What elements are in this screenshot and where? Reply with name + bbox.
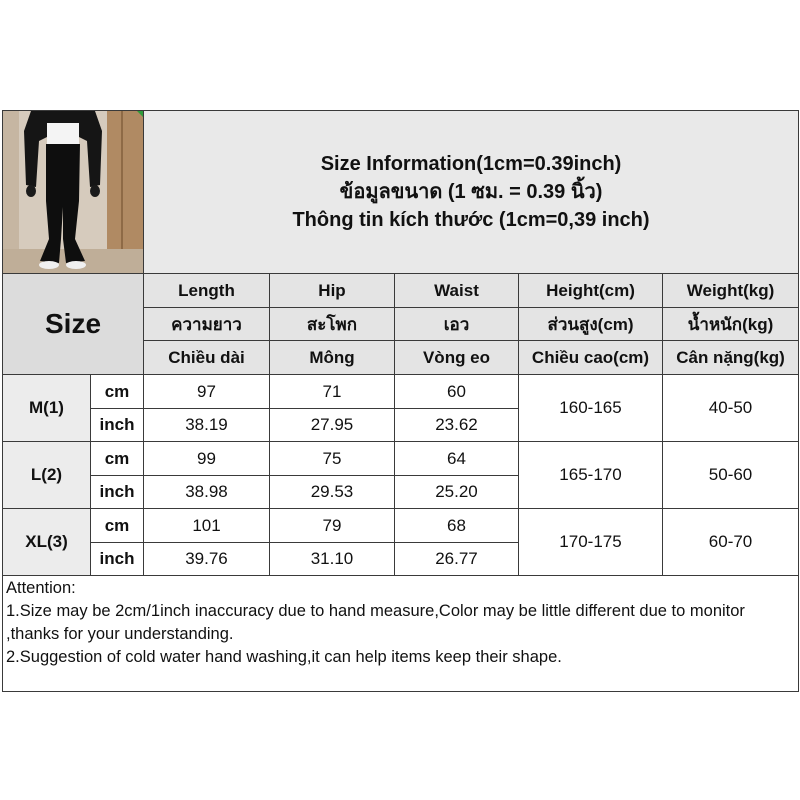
cell-weight: 50-60 <box>663 442 799 509</box>
attention-row <box>3 576 799 692</box>
header-waist-en: Waist <box>395 274 519 308</box>
header-waist-vi: Vòng eo <box>395 341 519 375</box>
header-hip-vi: Mông <box>270 341 395 375</box>
unit-label: cm <box>91 509 144 543</box>
cell-length: 99 <box>144 442 270 476</box>
header-height-vi: Chiều cao(cm) <box>519 341 663 375</box>
header-weight-vi: Cân nặng(kg) <box>663 341 799 375</box>
product-photo-image <box>3 111 144 273</box>
title-block <box>144 111 799 274</box>
header-weight-en: Weight(kg) <box>663 274 799 308</box>
header-height-th: ส่วนสูง(cm) <box>519 308 663 341</box>
cell-length: 38.98 <box>144 476 270 509</box>
cell-length: 97 <box>144 375 270 409</box>
cell-waist: 64 <box>395 442 519 476</box>
attention-heading: Attention: <box>6 579 76 597</box>
cell-hip: 79 <box>270 509 395 543</box>
cell-waist: 60 <box>395 375 519 409</box>
header-hip-th: สะโพก <box>270 308 395 341</box>
cell-hip: 71 <box>270 375 395 409</box>
attention-notes <box>3 576 799 692</box>
cell-height: 165-170 <box>519 442 663 509</box>
header-weight-th: น้ำหนัก(kg) <box>663 308 799 341</box>
header-row-english <box>3 274 799 308</box>
header-height-en: Height(cm) <box>519 274 663 308</box>
size-label: M(1) <box>3 375 91 442</box>
cell-length: 39.76 <box>144 543 270 576</box>
table-row <box>3 375 799 409</box>
cell-hip: 31.10 <box>270 543 395 576</box>
header-length-th: ความยาว <box>144 308 270 341</box>
header-length-vi: Chiều dài <box>144 341 270 375</box>
cell-length: 101 <box>144 509 270 543</box>
header-hip-en: Hip <box>270 274 395 308</box>
cell-height: 170-175 <box>519 509 663 576</box>
cell-waist: 26.77 <box>395 543 519 576</box>
table-row <box>3 442 799 476</box>
cell-hip: 27.95 <box>270 409 395 442</box>
cell-waist: 23.62 <box>395 409 519 442</box>
header-length-en: Length <box>144 274 270 308</box>
unit-label: inch <box>91 476 144 509</box>
size-label: L(2) <box>3 442 91 509</box>
size-chart-table <box>2 110 799 692</box>
cell-waist: 25.20 <box>395 476 519 509</box>
cell-hip: 75 <box>270 442 395 476</box>
title-row <box>3 111 799 274</box>
title-vietnamese: Thông tin kích thước (1cm=0,39 inch) <box>292 209 650 231</box>
title-english: Size Information(1cm=0.39inch) <box>320 153 622 175</box>
unit-label: inch <box>91 409 144 442</box>
header-waist-th: เอว <box>395 308 519 341</box>
cell-height: 160-165 <box>519 375 663 442</box>
cell-waist: 68 <box>395 509 519 543</box>
cell-length: 38.19 <box>144 409 270 442</box>
cell-weight: 60-70 <box>663 509 799 576</box>
unit-label: cm <box>91 442 144 476</box>
attention-line-1: 1.Size may be 2cm/1inch inaccuracy due to hand measure,Color may be little different due to monitor <box>6 602 745 620</box>
unit-label: inch <box>91 543 144 576</box>
table-row <box>3 509 799 543</box>
unit-label: cm <box>91 375 144 409</box>
size-header: Size <box>3 274 144 375</box>
size-label: XL(3) <box>3 509 91 576</box>
attention-line-2: ,thanks for your understanding. <box>6 625 234 643</box>
door <box>107 111 144 273</box>
cell-hip: 29.53 <box>270 476 395 509</box>
title-thai: ข้อมูลขนาด (1 ซม. = 0.39 นิ้ว) <box>339 181 603 203</box>
attention-line-3: 2.Suggestion of cold water hand washing,it can help items keep their shape. <box>6 648 562 666</box>
product-photo <box>3 111 144 274</box>
cell-weight: 40-50 <box>663 375 799 442</box>
